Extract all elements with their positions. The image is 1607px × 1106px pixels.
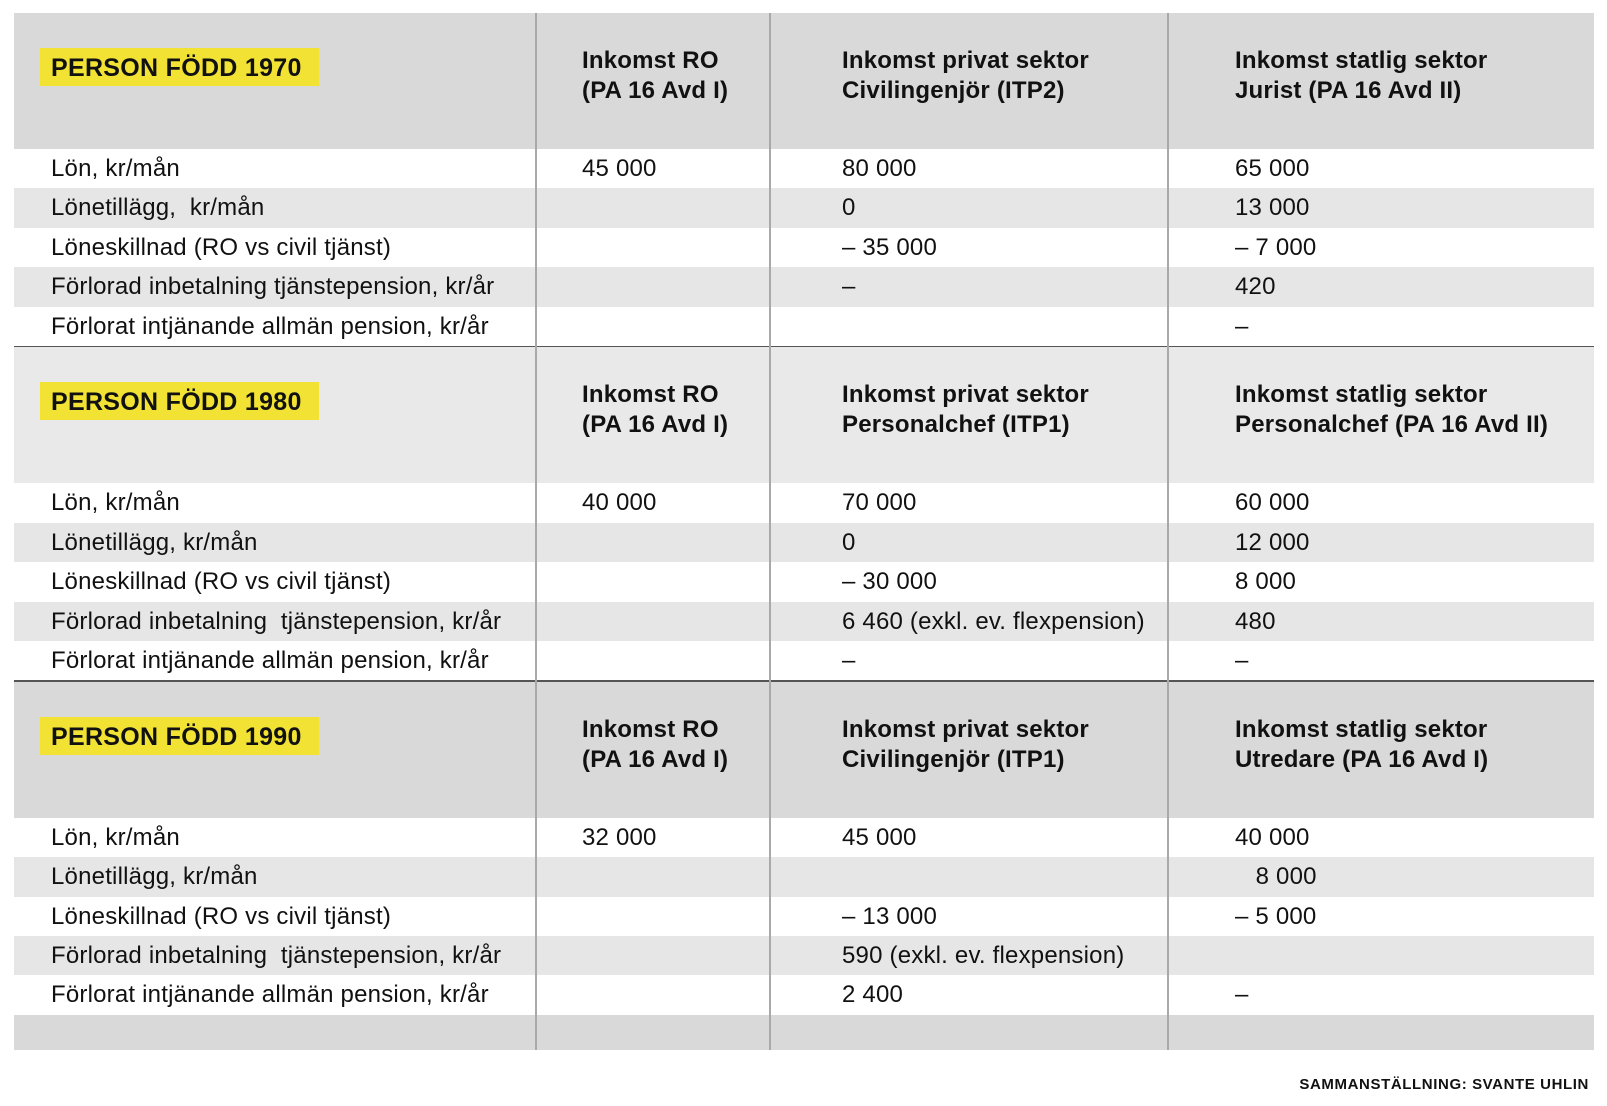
column-heading — [582, 715, 728, 775]
section-1 — [14, 13, 1594, 346]
row-value: 45 000 — [842, 823, 917, 851]
column-heading-line: Inkomst statlig sektor — [1235, 47, 1488, 74]
table-row — [14, 897, 1594, 936]
column-heading — [1235, 380, 1548, 440]
section-3 — [14, 682, 1594, 1015]
row-label: Löneskillnad (RO vs civil tjänst) — [51, 233, 392, 261]
row-value: – — [842, 273, 856, 301]
column-divider — [535, 13, 537, 1050]
section-header — [14, 13, 1594, 149]
row-value: 65 000 — [1235, 155, 1310, 182]
row-value: 60 000 — [1235, 489, 1310, 517]
row-value: 6 460 (exkl. ev. flexpension) — [842, 607, 1145, 635]
row-value: 420 — [1235, 273, 1276, 301]
column-heading-line: Inkomst RO — [582, 47, 719, 74]
section-header — [14, 682, 1594, 818]
row-label: Förlorad inbetalning tjänstepension, kr/år — [51, 942, 502, 970]
row-value: 40 000 — [582, 489, 657, 517]
row-value: – — [1235, 981, 1249, 1009]
birth-year-badge: PERSON FÖDD 1990 — [40, 717, 319, 755]
table-row — [14, 602, 1594, 641]
row-value: – 30 000 — [842, 568, 938, 596]
row-value: 590 (exkl. ev. flexpension) — [842, 942, 1125, 970]
table-row — [14, 149, 1594, 188]
row-value: – — [842, 647, 856, 675]
row-value: 8 000 — [1235, 863, 1317, 891]
row-value: – — [1235, 312, 1249, 340]
column-heading-line: Personalchef (PA 16 Avd II) — [1235, 411, 1549, 439]
row-label: Löneskillnad (RO vs civil tjänst) — [51, 902, 392, 930]
section-header — [14, 347, 1594, 483]
table-row — [14, 818, 1594, 857]
column-heading-line: Inkomst statlig sektor — [1235, 715, 1488, 743]
table-row — [14, 267, 1594, 306]
row-label: Förlorad inbetalning tjänstepension, kr/år — [51, 607, 502, 635]
row-value: – 7 000 — [1235, 233, 1317, 261]
table-footer-band — [14, 1015, 1594, 1050]
table-row — [14, 307, 1594, 346]
row-value: 80 000 — [842, 155, 917, 182]
table-row — [14, 188, 1594, 227]
column-heading-line: (PA 16 Avd I) — [582, 77, 729, 104]
column-heading-line: (PA 16 Avd I) — [582, 411, 729, 439]
row-value: – — [1235, 647, 1249, 675]
credit-line: SAMMANSTÄLLNING: SVANTE UHLIN — [1299, 1076, 1589, 1093]
row-label: Förlorad inbetalning tjänstepension, kr/år — [51, 273, 495, 301]
birth-year-badge: PERSON FÖDD 1970 — [40, 48, 319, 86]
row-value: 40 000 — [1235, 823, 1310, 851]
table-row — [14, 975, 1594, 1014]
column-divider — [1167, 13, 1169, 1050]
row-value: – 5 000 — [1235, 902, 1317, 930]
column-divider — [769, 13, 771, 1050]
row-value: 13 000 — [1235, 194, 1310, 222]
column-heading-line: Inkomst privat sektor — [842, 47, 1089, 74]
birth-year-badge: PERSON FÖDD 1980 — [40, 382, 319, 420]
row-label: Förlorat intjänande allmän pension, kr/år — [51, 312, 489, 340]
table-row — [14, 641, 1594, 680]
table-row — [14, 483, 1594, 522]
row-label: Lön, kr/mån — [51, 823, 180, 851]
column-heading — [582, 380, 728, 440]
column-heading — [842, 380, 1089, 440]
row-label: Lönetillägg, kr/mån — [51, 863, 258, 891]
row-value: 2 400 — [842, 981, 904, 1009]
row-value: 0 — [842, 528, 856, 556]
row-value: 8 000 — [1235, 568, 1297, 596]
column-heading-line: Inkomst statlig sektor — [1235, 381, 1488, 409]
column-heading-line: Inkomst privat sektor — [842, 715, 1089, 743]
column-heading-line: Civilingenjör (ITP2) — [842, 77, 1065, 104]
row-label: Lön, kr/mån — [51, 155, 180, 182]
column-heading — [1235, 46, 1487, 106]
column-heading-line: (PA 16 Avd I) — [582, 745, 729, 773]
row-label: Lönetillägg, kr/mån — [51, 194, 265, 222]
row-label: Förlorat intjänande allmän pension, kr/år — [51, 647, 489, 675]
row-value: 0 — [842, 194, 856, 222]
column-heading-line: Civilingenjör (ITP1) — [842, 745, 1065, 773]
column-heading-line: Inkomst RO — [582, 715, 719, 743]
section-2 — [14, 347, 1594, 680]
row-label: Lön, kr/mån — [51, 489, 180, 517]
row-label: Förlorat intjänande allmän pension, kr/år — [51, 981, 489, 1009]
column-heading — [842, 46, 1089, 106]
column-heading-line: Jurist (PA 16 Avd II) — [1235, 77, 1462, 104]
row-value: 32 000 — [582, 823, 657, 851]
column-heading-line: Personalchef (ITP1) — [842, 411, 1070, 439]
row-value: – 35 000 — [842, 233, 938, 261]
column-heading-line: Utredare (PA 16 Avd I) — [1235, 745, 1489, 773]
pension-comparison-table — [14, 13, 1594, 1050]
column-heading — [1235, 715, 1488, 775]
table-row — [14, 936, 1594, 975]
row-value: 45 000 — [582, 155, 657, 182]
table-row — [14, 562, 1594, 601]
column-heading — [582, 46, 728, 106]
row-label: Lönetillägg, kr/mån — [51, 528, 258, 556]
column-heading-line: Inkomst privat sektor — [842, 381, 1089, 409]
row-value: 70 000 — [842, 489, 917, 517]
row-value: 12 000 — [1235, 528, 1310, 556]
table-row — [14, 228, 1594, 267]
column-heading-line: Inkomst RO — [582, 381, 719, 409]
row-value: – 13 000 — [842, 902, 938, 930]
row-label: Löneskillnad (RO vs civil tjänst) — [51, 568, 392, 596]
table-row — [14, 523, 1594, 562]
column-heading — [842, 715, 1089, 775]
row-value: 480 — [1235, 607, 1276, 635]
table-row — [14, 857, 1594, 896]
